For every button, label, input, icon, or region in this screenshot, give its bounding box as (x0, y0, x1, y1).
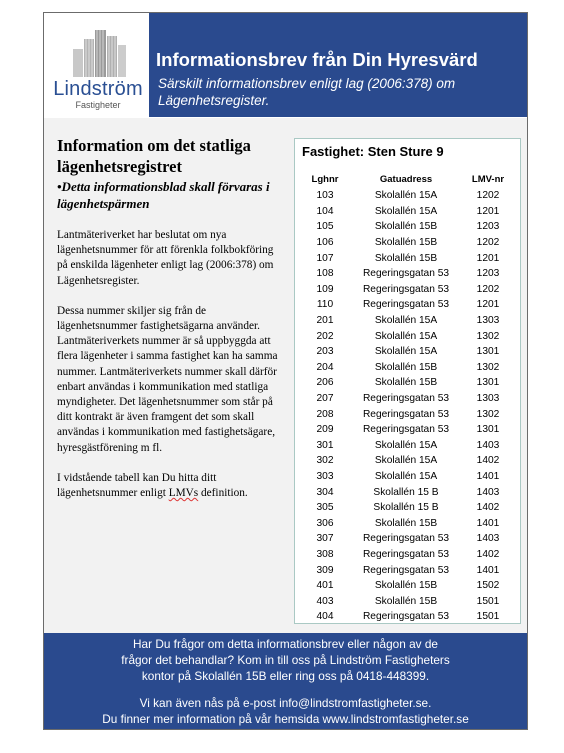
information-column (57, 135, 283, 501)
cell-lghnr: 307 (316, 533, 334, 545)
cell-gatuadress: Skolallén 15B (374, 580, 438, 592)
cell-lmv-nr: 1501 (476, 611, 500, 623)
footer-line-4: Vi kan även nås på e-post info@lindstromfastigheter.se. (139, 696, 432, 710)
table-row (299, 297, 515, 313)
cell-lghnr: 301 (316, 439, 334, 451)
cell-gatuadress: Skolallén 15B (374, 252, 438, 264)
cell-lghnr: 302 (316, 455, 334, 467)
cell-lghnr: 201 (316, 315, 334, 327)
contact-footer (44, 633, 527, 729)
cell-lmv-nr: 1302 (476, 330, 500, 342)
cell-gatuadress: Skolallén 15A (374, 205, 438, 217)
table-row (299, 531, 515, 547)
cell-lmv-nr: 1202 (476, 190, 500, 202)
cell-gatuadress: Regeringsgatan 53 (362, 268, 450, 280)
cell-lghnr: 404 (316, 611, 334, 623)
cell-lmv-nr: 1203 (476, 221, 500, 233)
cell-lghnr: 309 (316, 564, 334, 576)
cell-lghnr: 106 (316, 237, 334, 249)
cell-gatuadress: Skolallén 15A (374, 439, 438, 451)
cell-gatuadress: Skolallén 15A (374, 455, 438, 467)
cell-lmv-nr: 1402 (476, 548, 500, 560)
cell-lghnr: 110 (316, 299, 334, 311)
table-row (299, 250, 515, 266)
company-logo (44, 13, 149, 117)
cell-lmv-nr: 1402 (476, 455, 500, 467)
apartment-table-body (299, 188, 515, 625)
cell-lghnr: 208 (316, 408, 334, 420)
cell-lghnr: 305 (316, 502, 334, 514)
cell-lmv-nr: 1401 (476, 517, 500, 529)
info-paragraph-3-start: I vidstående tabell kan Du hitta ditt lägenhetsnummer enligt (57, 471, 217, 500)
cell-lghnr: 304 (316, 486, 334, 498)
info-storage-note: •Detta informationsblad skall förvaras i lägenhetspärmen (57, 179, 270, 211)
building-logo-icon (69, 27, 129, 77)
cell-lghnr: 103 (316, 190, 334, 202)
cell-lghnr: 306 (316, 517, 334, 529)
property-title: Fastighet: Sten Sture 9 (302, 144, 444, 159)
cell-lmv-nr: 1302 (476, 361, 500, 373)
cell-lmv-nr: 1303 (476, 393, 500, 405)
cell-gatuadress: Skolallén 15B (374, 377, 438, 389)
cell-gatuadress: Regeringsgatan 53 (362, 564, 450, 576)
cell-lmv-nr: 1401 (476, 564, 500, 576)
cell-lghnr: 203 (316, 346, 334, 358)
footer-line-3: kontor på Skolallén 15B eller ring oss på 0418-448399. (141, 669, 430, 683)
table-row (299, 282, 515, 298)
cell-lmv-nr: 1201 (476, 205, 500, 217)
cell-lmv-nr: 1202 (476, 283, 500, 295)
footer-line-5: Du finner mer information på vår hemsida www.lindstromfastigheter.se (102, 712, 469, 726)
cell-lghnr: 204 (316, 361, 334, 373)
info-paragraph-3 (57, 471, 283, 501)
cell-gatuadress: Skolallén 15 B (373, 486, 439, 498)
cell-lmv-nr: 1501 (476, 595, 500, 607)
cell-lghnr: 107 (316, 252, 334, 264)
cell-gatuadress: Regeringsgatan 53 (362, 299, 450, 311)
cell-lmv-nr: 1301 (476, 377, 500, 389)
table-row (299, 266, 515, 282)
table-row (299, 375, 515, 391)
logo-company-name: Lindström (53, 78, 143, 100)
cell-gatuadress: Skolallén 15A (374, 346, 438, 358)
table-row (299, 438, 515, 454)
header-banner (149, 13, 527, 117)
table-row (299, 500, 515, 516)
logo-company-subtitle: Fastigheter (75, 100, 121, 110)
table-row (299, 188, 515, 204)
footer-line-2: frågor det behandlar? Kom in till oss på Lindström Fastigheters (121, 653, 450, 667)
cell-gatuadress: Regeringsgatan 53 (362, 424, 450, 436)
info-paragraph-1: Lantmäteriverket har beslutat om nya lägenhetsnummer för att förenkla folkbokföring på enskilda lägenheter enligt lag (2006:378) om Lägenhetsregister. (57, 229, 274, 287)
information-letter (43, 12, 528, 730)
cell-gatuadress: Skolallén 15B (374, 595, 438, 607)
table-row (299, 453, 515, 469)
table-row (299, 344, 515, 360)
cell-lghnr: 403 (316, 595, 334, 607)
apartment-table-panel (294, 138, 521, 624)
cell-lmv-nr: 1301 (476, 346, 500, 358)
cell-gatuadress: Skolallén 15B (374, 237, 438, 249)
table-row (299, 313, 515, 329)
cell-lmv-nr: 1303 (476, 315, 500, 327)
table-row (299, 422, 515, 438)
cell-gatuadress: Skolallén 15 B (373, 502, 439, 514)
lmv-abbreviation: LMVs (168, 487, 199, 500)
cell-lmv-nr: 1302 (476, 408, 500, 420)
cell-lmv-nr: 1502 (476, 580, 500, 592)
cell-gatuadress: Skolallén 15A (374, 190, 438, 202)
table-row (299, 235, 515, 251)
column-header-lghnr: Lghnr (311, 173, 339, 185)
cell-lmv-nr: 1402 (476, 502, 500, 514)
cell-lghnr: 401 (316, 580, 334, 592)
cell-gatuadress: Skolallén 15B (374, 517, 438, 529)
column-header-gatuadress: Gatuadress (379, 173, 433, 185)
cell-lghnr: 202 (316, 330, 334, 342)
table-row (299, 469, 515, 485)
letter-body (44, 118, 527, 633)
cell-gatuadress: Regeringsgatan 53 (362, 611, 450, 623)
cell-lghnr: 206 (316, 377, 334, 389)
cell-lmv-nr: 1201 (476, 299, 500, 311)
cell-gatuadress: Regeringsgatan 53 (362, 408, 450, 420)
cell-gatuadress: Skolallén 15B (374, 361, 438, 373)
cell-lghnr: 303 (316, 470, 334, 482)
info-paragraph-2: Dessa nummer skiljer sig från de lägenhetsnummer fastighetsägarna använder. Lantmäteriverkets nummer är så uppbyggda att flera lägenheter i samma fastighet kan ha samma nummer. Lantmäteriverkets nummer skall därför enbart användas i kommunikation med statliga myndigheter. Det lägenhetsnummer som står på ditt kontrakt är även framgent det som skall användas i kommunikation med fastighetsägare, hyresgästförening m fl. (57, 304, 278, 454)
cell-lmv-nr: 1201 (476, 252, 500, 264)
cell-lghnr: 207 (316, 393, 334, 405)
cell-lghnr: 209 (316, 424, 334, 436)
cell-gatuadress: Regeringsgatan 53 (362, 548, 450, 560)
table-row (299, 391, 515, 407)
cell-gatuadress: Regeringsgatan 53 (362, 533, 450, 545)
column-header-lmv-nr: LMV-nr (471, 173, 505, 185)
cell-lmv-nr: 1403 (476, 486, 500, 498)
cell-lghnr: 308 (316, 548, 334, 560)
page-title: Informationsbrev från Din Hyresvärd (156, 49, 478, 70)
cell-lmv-nr: 1202 (476, 237, 500, 249)
table-header-row (299, 170, 515, 188)
cell-gatuadress: Regeringsgatan 53 (362, 393, 450, 405)
cell-gatuadress: Skolallén 15A (374, 330, 438, 342)
table-row (299, 609, 515, 625)
cell-gatuadress: Skolallén 15A (374, 470, 438, 482)
cell-lmv-nr: 1403 (476, 439, 500, 451)
apartment-table (299, 170, 515, 625)
cell-lmv-nr: 1301 (476, 424, 500, 436)
info-heading: Information om det statliga lägenhetsregistret (57, 136, 251, 176)
cell-gatuadress: Skolallén 15A (374, 315, 438, 327)
footer-line-1: Har Du frågor om detta informationsbrev eller någon av de (133, 637, 438, 651)
cell-lghnr: 109 (316, 283, 334, 295)
table-row (299, 593, 515, 609)
info-paragraph-3-end: definition. (198, 487, 248, 500)
table-row (299, 219, 515, 235)
table-row (299, 515, 515, 531)
table-row (299, 204, 515, 220)
table-row (299, 547, 515, 563)
cell-lmv-nr: 1203 (476, 268, 500, 280)
cell-gatuadress: Skolallén 15B (374, 221, 438, 233)
table-row (299, 562, 515, 578)
cell-lmv-nr: 1403 (476, 533, 500, 545)
table-row (299, 328, 515, 344)
cell-lghnr: 108 (316, 268, 334, 280)
cell-lmv-nr: 1401 (476, 470, 500, 482)
cell-lghnr: 104 (316, 205, 334, 217)
table-row (299, 578, 515, 594)
table-row (299, 484, 515, 500)
page-subtitle: Särskilt informationsbrev enligt lag (2006:378) om Lägenhetsregister. (158, 76, 456, 108)
table-row (299, 360, 515, 376)
table-row (299, 406, 515, 422)
cell-lghnr: 105 (316, 221, 334, 233)
cell-gatuadress: Regeringsgatan 53 (362, 283, 450, 295)
